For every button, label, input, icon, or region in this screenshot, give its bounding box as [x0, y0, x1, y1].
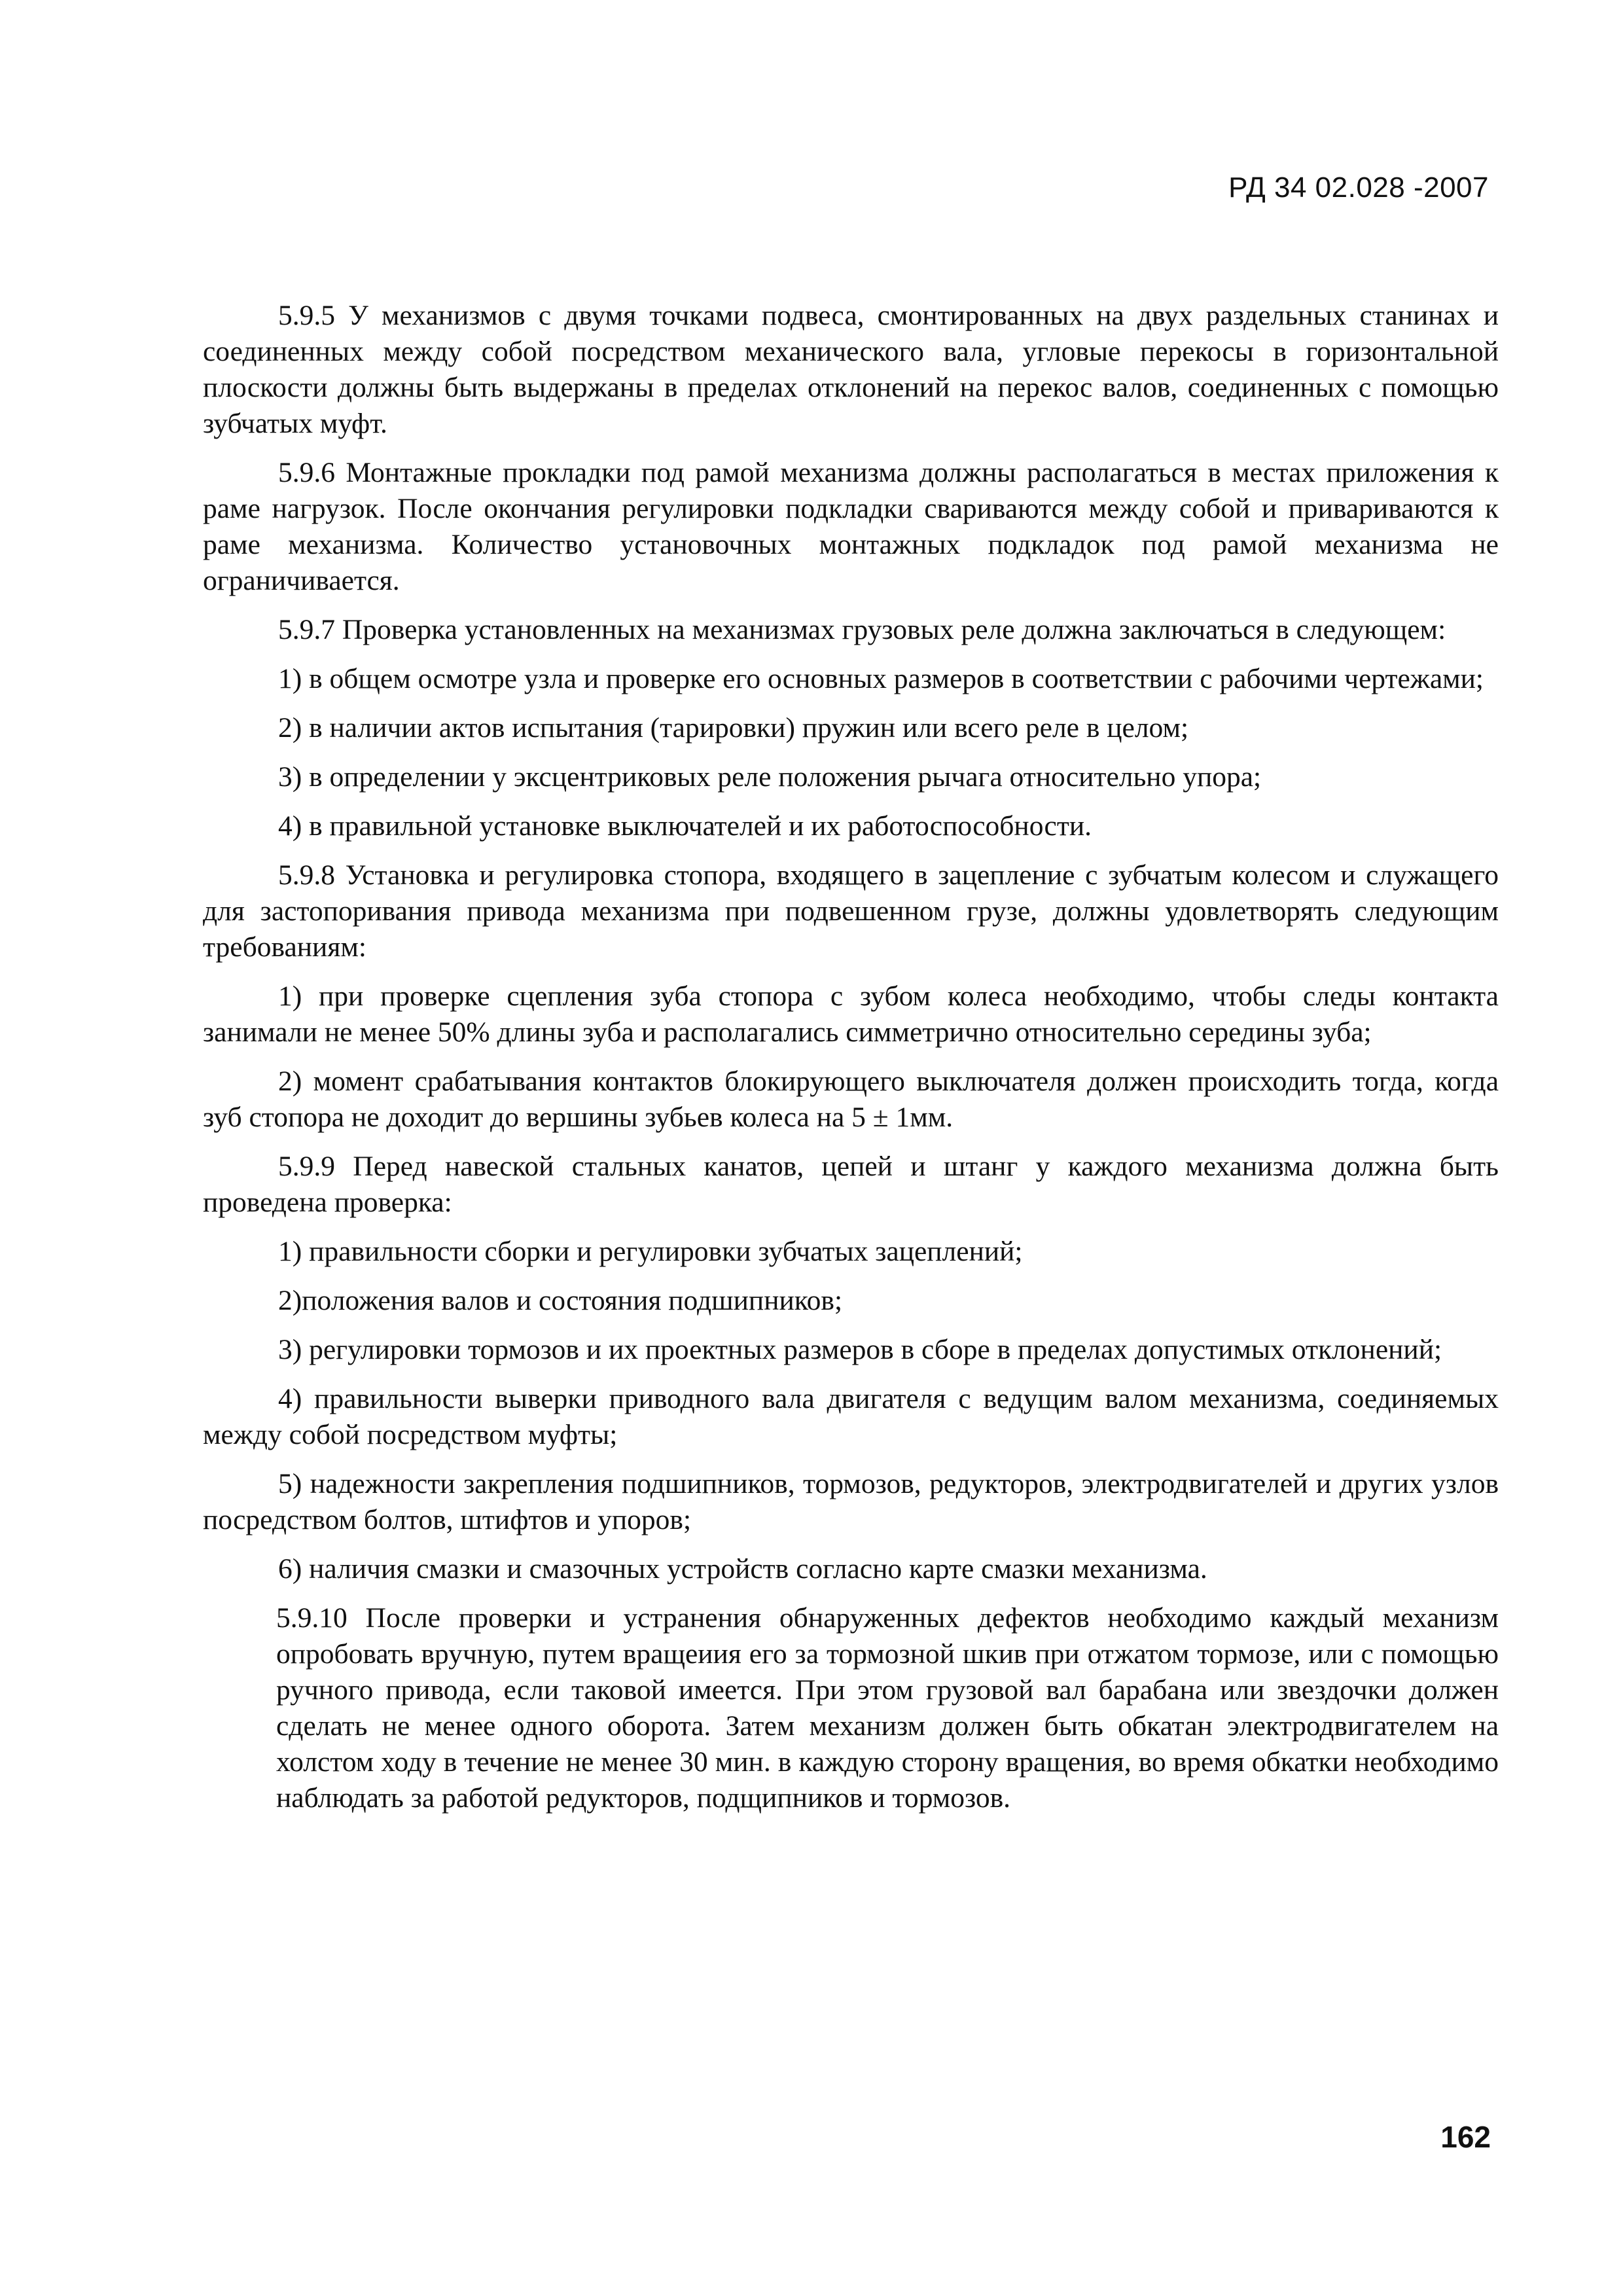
list-item-5-9-8-1: 1) при проверке сцепления зуба стопора с зубом колеса необходимо, чтобы следы контакта занимали не менее 50% длины зуба и располагались симметрично относительно середины зуба;	[203, 980, 1499, 1048]
list-item-5-9-9-4: 4) правильности выверки приводного вала двигателя с ведущим валом механизма, соединяемых между собой посредством муфты;	[203, 1383, 1499, 1450]
paragraph-5-9-8: 5.9.8 Установка и регулировка стопора, входящего в зацепление с зубчатым колесом и служащего для застопоривания привода механизма при подвешенном грузе, должны удовлетворять следующим требованиям:	[203, 859, 1499, 963]
page-body	[203, 298, 1499, 1829]
paragraph-5-9-6: 5.9.6 Монтажные прокладки под рамой механизма должны располагаться в местах приложения к раме нагрузок. После окончания регулировки подкладки свариваются между собой и привариваются к раме механизма. Количество установочных монтажных подкладок под рамой механизма не ограничивается.	[203, 457, 1499, 596]
list-item-5-9-9-3: 3) регулировки тормозов и их проектных размеров в сборе в пределах допустимых отклонений;	[278, 1334, 1442, 1365]
list-item-5-9-9-1: 1) правильности сборки и регулировки зубчатых зацеплений;	[278, 1236, 1023, 1267]
list-item-5-9-7-1: 1) в общем осмотре узла и проверке его основных размеров в соответствии с рабочими чертежами;	[278, 663, 1484, 694]
list-item-5-9-7-3: 3) в определении у эксцентриковых реле положения рычага относительно упора;	[278, 761, 1262, 793]
paragraph-5-9-9: 5.9.9 Перед навеской стальных канатов, цепей и штанг у каждого механизма должна быть проведена проверка:	[203, 1151, 1499, 1218]
list-item-5-9-7-2: 2) в наличии актов испытания (тарировки) пружин или всего реле в целом;	[278, 712, 1189, 744]
list-item-5-9-9-5: 5) надежности закрепления подшипников, тормозов, редукторов, электродвигателей и других узлов посредством болтов, штифтов и упоров;	[203, 1468, 1499, 1535]
paragraph-5-9-5: 5.9.5 У механизмов с двумя точками подвеса, смонтированных на двух раздельных станинах и соединенных между собой посредством механического вала, угловые перекосы в горизонтальной плоскости должны быть выдержаны в пределах отклонений на перекос валов, соединенных с помощью зубчатых муфт.	[203, 300, 1499, 439]
document-code: РД 34 02.028 -2007	[1228, 171, 1489, 204]
list-item-5-9-9-6: 6) наличия смазки и смазочных устройств согласно карте смазки механизма.	[278, 1553, 1207, 1585]
paragraph-5-9-10: 5.9.10 После проверки и устранения обнаруженных дефектов необходимо каждый механизм опробовать вручную, путем вращеиия его за тормозной шкив при отжатом тормозе, или с помощью ручного привода, если таковой имеется. При этом грузовой вал барабана или звездочки должен сделать не менее одного оборота. Затем механизм должен быть обкатан электродвигателем на холстом ходу в течение не менее 30 мин. в каждую сторону вращения, во время обкатки необходимо наблюдать за работой редукторов, подщипников и тормозов.	[276, 1602, 1499, 1814]
list-item-5-9-7-4: 4) в правильной установке выключателей и их работоспособности.	[278, 810, 1092, 842]
list-item-5-9-9-2: 2)положения валов и состояния подшипников;	[278, 1285, 843, 1316]
paragraph-5-9-7: 5.9.7 Проверка установленных на механизмах грузовых реле должна заключаться в следующем:	[278, 614, 1446, 645]
list-item-5-9-8-2: 2) момент срабатывания контактов блокирующего выключателя должен происходить тогда, когда зуб стопора не доходит до вершины зубьев колеса на 5 ± 1мм.	[203, 1066, 1499, 1133]
page-number: 162	[1440, 2120, 1491, 2154]
